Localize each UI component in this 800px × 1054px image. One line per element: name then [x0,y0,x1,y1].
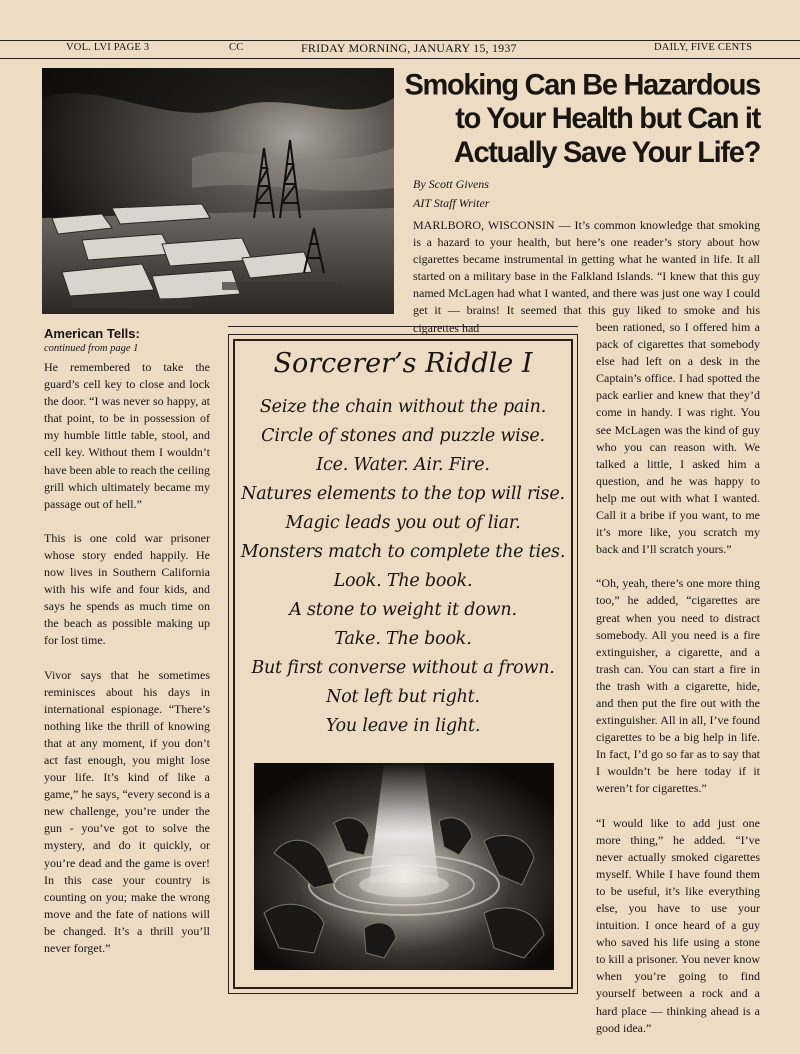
riddle-line: Ice. Water. Air. Fire. [316,455,490,475]
left-paragraph: This is one cold war prisoner whose story ended happily. He now lives in Southern California with his wife and four kids, and says he spends as much time on the beach as possible making up for lost time. [44,530,210,648]
article-lead: MARLBORO, WISCONSIN — It’s common knowledge that smoking is a hazard to your health, but here’s one reader’s story about how cigarettes became instrumental in getting what he wanted in life. It all started on a military base in the Falkland Islands. “I knew that this guy named McLagen had what I wanted, and there was just one way I could get it — brains! It seemed that this guy liked to smoke and his cigarettes had [413,218,760,335]
riddle-title: Sorcerer’s Riddle I [273,348,533,379]
byline-role: AIT Staff Writer [413,196,490,210]
riddle-verse [233,393,573,741]
article-paragraph: “Oh, yeah, there’s one more thing too,” he added, “cigarettes are great when you need to distract somebody. All you need is a fire extinguisher, a cigarette, and a trash can. You can start a fire in the trash with a cigarette, hide, and then put the fire out with the extinguisher. All in all, I’ve found cigarettes to be a big help in life. In fact, I’d go so far as to say that I wouldn’t be here today if it weren’t for cigarettes.” [596,576,760,796]
riddle-line: You leave in light. [325,716,481,736]
masthead [0,42,800,58]
continued-note: continued from page 1 [44,343,139,354]
story-kicker: American Tells: [44,326,140,341]
riddle-line: Natures elements to the top will rise. [241,484,565,504]
article-paragraph: been rationed, so I offered him a pack of cigarettes that somebody else had left on a desk in the Captain’s office. I had spotted the pack earlier and knew that they’d come in handy. I was right. You see McLagen was the kind of guy who you can reason with. We talked a little, I asked him a question, and he was happy to help me out with what I wanted. Call it a bribe if you want, to me it’s more like, you scratch my back and I’ll scratch yours.” [596,320,760,557]
riddle-line: Take. The book. [334,629,472,649]
riddle-line: Look. The book. [333,571,473,591]
masthead-bottom-rule [0,58,800,59]
edition-code: CC [229,42,244,53]
article-continuation [596,319,760,1054]
left-story [44,326,210,974]
issue-date: FRIDAY MORNING, JANUARY 15, 1937 [301,41,517,55]
riddle-line: Circle of stones and puzzle wise. [261,426,545,446]
left-paragraph: Vivor says that he sometimes reminisces about his days in international espionage. “There’s nothing like the thrill of knowing that at any moment, if you don’t act fast enough, you might lose your life. It’s kind of like a game,” he says, “every second is a new challenge, you’re under the gun - you’ve got to solve the mystery, and do it quickly, or you’re dead and the game is over! In this case your country is counting on you; make the wrong move and the fate of nations will be changed. It’s a thrill you’ll never forget.” [44,667,210,955]
riddle-line: Magic leads you out of liar. [285,513,521,533]
volume-page: VOL. LVI PAGE 3 [66,42,150,53]
oil-derrick-base-illustration [42,68,394,314]
riddle-line: But first converse without a frown. [251,658,555,678]
byline [413,175,489,213]
riddle-line: Monsters match to complete the ties. [240,542,566,562]
price: DAILY, FIVE CENTS [654,42,753,53]
riddle-line: A stone to weight it down. [289,600,517,620]
glowing-pool-illustration [254,763,554,970]
section-divider [228,326,578,327]
headline: Smoking Can Be Hazardous to Your Health but Can it Actually Save Your Life? [404,69,760,169]
left-paragraph: He remembered to take the guard’s cell key to close and lock the door. “I was never so happy, at that point, to be in possession of my humble little table, stool, and cell key. Without them I wouldn’t have been able to reach the ceiling grill which ultimately became my passage out of hell.” [44,360,210,511]
article-paragraph: “I would like to add just one more thing,” he added. “I’ve never actually smoked cigarettes myself. While I have found them to be useful, it’s like everything else, you have to use your intuition. I once heard of a guy who saved his life using a stone to kill a prisoner. You never know when you’re going to find yourself between a rock and a hard place — thinking ahead is a good idea.” [596,815,760,1035]
riddle-line: Seize the chain without the pain. [259,397,547,417]
byline-author: By Scott Givens [413,177,489,191]
riddle-line: Not left but right. [326,687,480,707]
